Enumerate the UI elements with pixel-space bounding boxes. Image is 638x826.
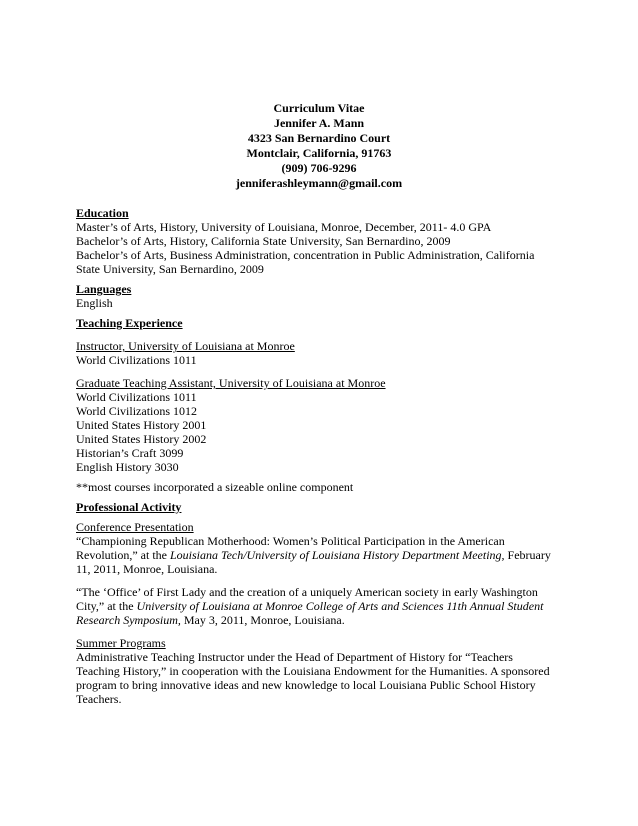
- languages-heading: Languages: [76, 282, 132, 296]
- course-item: World Civilizations 1011: [76, 353, 197, 367]
- email-address: jenniferashleymann@gmail.com: [235, 176, 403, 190]
- education-item: Master’s of Arts, History, University of Louisiana, Monroe, December, 2011- 4.0 GPA: [76, 220, 492, 234]
- summer-program-text: Administrative Teaching Instructor under the Head of Department of History for “Teachers Teaching History,” in cooperation with the Louisiana Endowment for the Humanities. A sponsored program to bring innovative ideas and new knowledge to local Louisiana Public School History Teachers.: [76, 650, 550, 706]
- cv-header: [0, 101, 638, 191]
- presentation-venue: Louisiana Tech/University of Louisiana History Department Meeting,: [169, 548, 505, 562]
- street-address: 4323 San Bernardino Court: [247, 131, 391, 145]
- cv-body: [76, 206, 556, 706]
- teaching-section: [76, 316, 556, 494]
- conference-heading: Conference Presentation: [76, 520, 194, 534]
- presentation-entry: [76, 534, 556, 576]
- language-item: English: [76, 296, 113, 310]
- education-item: Bachelor’s of Arts, History, California State University, San Bernardino, 2009: [76, 234, 451, 248]
- course-item: English History 3030: [76, 460, 179, 474]
- education-section: [76, 206, 556, 276]
- course-item: World Civilizations 1011: [76, 390, 197, 404]
- presentation-venue: University of Louisiana at Monroe College of Arts and Sciences 11th Annual Student Research Symposium,: [76, 599, 544, 627]
- applicant-name: Jennifer A. Mann: [273, 116, 365, 130]
- presentation-text: “Championing Republican Motherhood: Women’s Political Participation in the American Revolution,” at the: [76, 534, 505, 562]
- course-item: United States History 2002: [76, 432, 207, 446]
- presentation-text: “The ‘Office’ of First Lady and the creation of a uniquely American society in early Washington City,” at the: [76, 585, 538, 613]
- city-address: Montclair, California, 91763: [246, 146, 392, 160]
- presentation-date: May 3, 2011, Monroe, Louisiana.: [180, 613, 345, 627]
- instructor-title: Instructor, University of Louisiana at Monroe: [76, 339, 295, 353]
- summer-heading: Summer Programs: [76, 636, 166, 650]
- online-note: **most courses incorporated a sizeable online component: [76, 480, 354, 494]
- course-item: Historian’s Craft 3099: [76, 446, 184, 460]
- document-title: Curriculum Vitae: [273, 101, 365, 115]
- professional-heading: Professional Activity: [76, 500, 182, 514]
- professional-section: [76, 500, 556, 706]
- course-item: World Civilizations 1012: [76, 404, 198, 418]
- education-heading: Education: [76, 206, 129, 220]
- presentation-date: February 11, 2011, Monroe, Louisiana.: [76, 548, 551, 576]
- languages-section: [76, 282, 556, 310]
- teaching-heading: Teaching Experience: [76, 316, 183, 330]
- course-item: United States History 2001: [76, 418, 207, 432]
- phone-number: (909) 706-9296: [281, 161, 357, 175]
- presentation-entry: [76, 585, 556, 627]
- education-item: Bachelor’s of Arts, Business Administration, concentration in Public Administration, California State University, San Bernardino, 2009: [76, 248, 535, 276]
- gta-title: Graduate Teaching Assistant, University of Louisiana at Monroe: [76, 376, 386, 390]
